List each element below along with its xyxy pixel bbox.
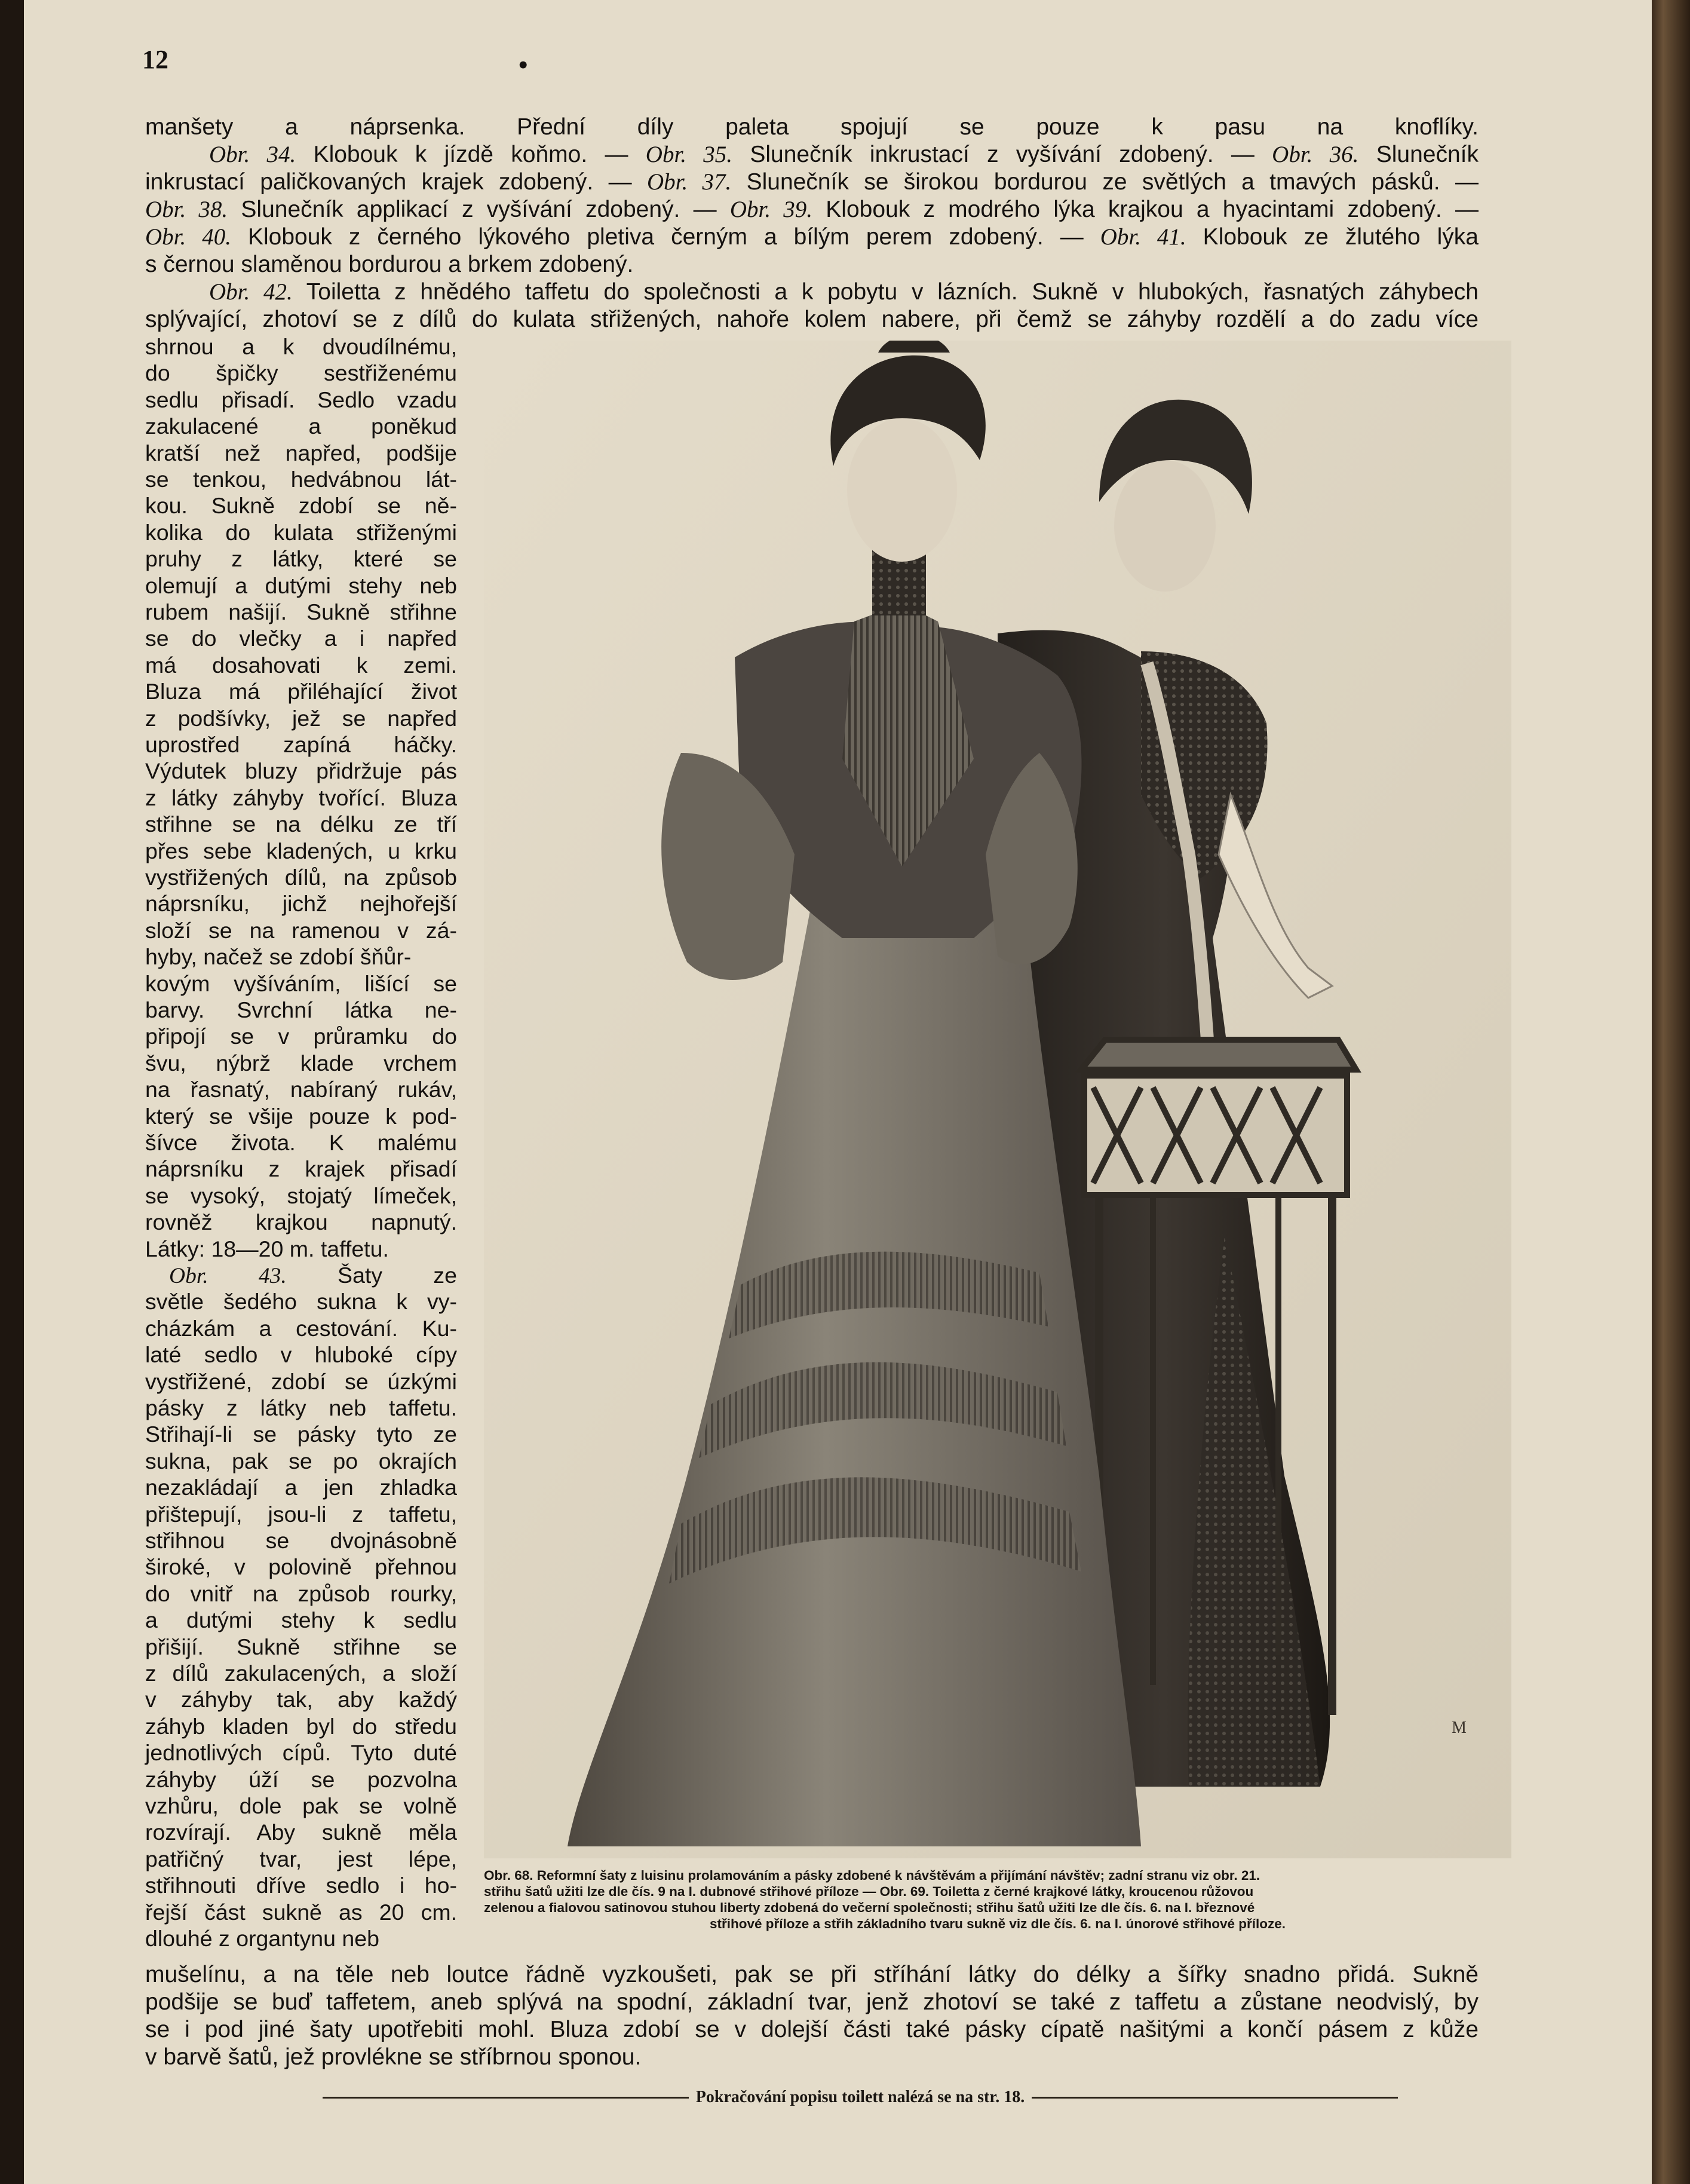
column-line: složí se na ramenou v zá-: [145, 917, 457, 943]
column-line: přišijí. Sukně střihne se: [145, 1634, 457, 1659]
column-line: Látky: 18—20 m. taffetu.: [145, 1236, 389, 1261]
column-line: švu, nýbrž klade vrchem: [145, 1050, 457, 1076]
body-line: Obr. 38. Slunečník applikací z vyšívání zdobený. — Obr. 39. Klobouk z modrého lýka krajkou a hyacintami zdobený. —: [145, 197, 1479, 222]
caption-line: Obr. 68. Reformní šaty z luisinu prolamováním a pásky zdobené k návštěvám a přijímání návštěv; zadní stranu viz obr. 21.: [484, 1868, 1260, 1883]
column-line: sedlu přisadí. Sedlo vzadu: [145, 387, 457, 412]
column-line: šívce života. K malému: [145, 1130, 457, 1155]
column-line: jednotlivých cípů. Tyto duté: [145, 1740, 457, 1766]
body-line: Obr. 34. Klobouk k jízdě koňmo. — Obr. 35. Slunečník inkrustací z vyšívání zdobený. — Obr. 36. Slunečník: [209, 142, 1479, 167]
column-line: vystřižené, zdobí se úzkými: [145, 1368, 457, 1394]
column-line: z podšívky, jež se napřed: [145, 705, 457, 731]
column-line: Bluza má přiléhající život: [145, 679, 457, 704]
column-line: který se všije pouze k pod-: [145, 1103, 457, 1129]
body-line: manšety a náprsenka. Přední díly paleta spojují se pouze k pasu na knoflíky.: [145, 114, 1479, 140]
column-line: má dosahovati k zemi.: [145, 652, 457, 678]
body-line: inkrustací paličkovaných krajek zdobený. — Obr. 37. Slunečník se širokou bordurou ze světlých a tmavých pásků. —: [145, 169, 1479, 195]
column-line: dlouhé z organtynu neb: [145, 1926, 379, 1951]
footer-rule-left: [323, 2097, 689, 2099]
column-line: do vnitř na způsob rourky,: [145, 1580, 457, 1606]
column-line: se tenkou, hedvábnou lát-: [145, 467, 457, 492]
body-line: mušelínu, a na těle neb loutce řádně vyzkoušeti, pak se při stříhání látky do délky a šířky snadno přidá. Sukně: [145, 1962, 1479, 1987]
column-line: kratší než napřed, podšije: [145, 440, 457, 465]
column-line: náprsníku z krajek přisadí: [145, 1156, 457, 1182]
artist-monogram: M: [1452, 1719, 1467, 1737]
column-line: kovým vyšíváním, lišící se: [145, 970, 457, 996]
caption-line: zelenou a fialovou satinovou stuhou liberty zdobená do večerní společnosti; střihu šatů užiti lze dle čís. 6. na I. březnové: [484, 1900, 1255, 1915]
figure-caption: [484, 1867, 1511, 1932]
footer-text: Pokračování popisu toilett nalézá se na str. 18.: [695, 2088, 1025, 2106]
body-line: v barvě šatů, jež provlékne se stříbrnou sponou.: [145, 2044, 642, 2070]
column-line: cházkám a cestování. Ku-: [145, 1315, 457, 1341]
column-line: z dílů zakulacených, a složí: [145, 1661, 457, 1686]
column-line: se do vlečky a i napřed: [145, 626, 457, 651]
column-line: rubem našijí. Sukně střihne: [145, 599, 457, 624]
column-line: pásky z látky neb taffetu.: [145, 1395, 457, 1420]
column-line: kolika do kulata střiženými: [145, 519, 457, 545]
body-line: s černou slaměnou bordurou a brkem zdobený.: [145, 252, 634, 277]
column-line: náprsníku, jichž nejhořejší: [145, 891, 457, 917]
column-line: Výdutek bluzy přidržuje pás: [145, 758, 457, 784]
column-line: rovněž krajkou napnutý.: [145, 1209, 457, 1235]
column-line: rozvírají. Aby sukně měla: [145, 1820, 457, 1845]
column-line: barvy. Svrchní látka ne-: [145, 997, 457, 1022]
column-line: vzhůru, dole pak se volně: [145, 1793, 457, 1818]
column-line: střihnou se dvojnásobně: [145, 1528, 457, 1553]
body-line: podšije se buď taffetem, aneb splývá na spodní, základní tvar, jenž zhotoví se také z taffetu a zůstane neodvislý, by: [145, 1989, 1479, 2015]
column-line: z látky záhyby tvořící. Bluza: [145, 785, 457, 810]
body-line: Obr. 42. Toiletta z hnědého taffetu do společnosti a k pobytu v lázních. Sukně v hlubokých, řasnatých záhybech: [209, 279, 1479, 305]
body-line: se i pod jiné šaty upotřebiti mohl. Bluza zdobí se v dolejší části také pásky cípatě našitými a končí pásem z kůže: [145, 2017, 1479, 2042]
column-line: nezakládají a jen zhladka: [145, 1475, 457, 1500]
column-line: Střihají-li se pásky tyto ze: [145, 1422, 457, 1447]
column-line: záhyb kladen byl do středu: [145, 1713, 457, 1739]
column-line: kou. Sukně zdobí se ně-: [145, 493, 457, 519]
column-line: pruhy z látky, které se: [145, 546, 457, 572]
column-line: světle šedého sukna k vy-: [145, 1289, 457, 1315]
header-dot: •: [519, 50, 528, 79]
column-line: a dutými stehy k sedlu: [145, 1607, 457, 1633]
caption-line: střihu šatů užiti lze dle čís. 9 na I. dubnové střihové příloze — Obr. 69. Toiletta z černé krajkové látky, kroucenou růžovou: [484, 1884, 1254, 1899]
column-line: vystřižených dílů, na způsob: [145, 865, 457, 890]
column-line: uprostřed zapíná háčky.: [145, 732, 457, 757]
column-line: střihnouti dříve sedlo i ho-: [145, 1873, 457, 1898]
column-line: zakulacené a poněkud: [145, 413, 457, 439]
page-number: 12: [142, 45, 168, 74]
column-line: přes sebe kladených, u krku: [145, 838, 457, 863]
column-line: do špičky sestřiženému: [145, 360, 457, 386]
column-line: řejší část sukně as 20 cm.: [145, 1899, 457, 1925]
column-line: přištepují, jsou-li z taffetu,: [145, 1501, 457, 1527]
continuation-footer: [323, 2085, 1398, 2109]
column-line: hyby, načež se zdobí šňůr-: [145, 944, 412, 970]
column-line: laté sedlo v hluboké cípy: [145, 1342, 457, 1368]
column-line: sukna, pak se po okrajích: [145, 1448, 457, 1474]
footer-rule-right: [1032, 2097, 1398, 2099]
column-line: široké, v polovině přehnou: [145, 1554, 457, 1580]
column-line: shrnou a k dvoudílnému,: [145, 334, 457, 359]
body-line: Obr. 40. Klobouk z černého lýkového pletiva černým a bílým perem zdobený. — Obr. 41. Klobouk ze žlutého lýka: [145, 224, 1479, 250]
column-line: v záhyby tak, aby každý: [145, 1687, 457, 1713]
column-line: olemují a dutými stehy neb: [145, 572, 457, 598]
caption-line: střihové příloze a střih základního tvaru sukně viz dle čís. 6. na I. únorové střihové příloze.: [709, 1916, 1286, 1931]
column-line: patřičný tvar, jest lépe,: [145, 1846, 457, 1871]
column-line: střihne se na délku ze tří: [145, 811, 457, 837]
column-line: se vysoký, stojatý límeček,: [145, 1183, 457, 1208]
column-line: připojí se v průramku do: [145, 1024, 457, 1049]
column-line: Obr. 43. Šaty ze: [169, 1263, 457, 1288]
page-edge: [1652, 0, 1690, 2184]
column-line: na řasnatý, nabíraný rukáv,: [145, 1077, 457, 1102]
magazine-page: [24, 0, 1652, 2184]
column-line: záhyby úží se pozvolna: [145, 1766, 457, 1792]
fashion-illustration: [484, 341, 1511, 1858]
body-line: splývající, zhotoví se z dílů do kulata střižených, nahoře kolem nabere, při čemž se záhyby rozdělí a do zadu více: [145, 307, 1479, 332]
